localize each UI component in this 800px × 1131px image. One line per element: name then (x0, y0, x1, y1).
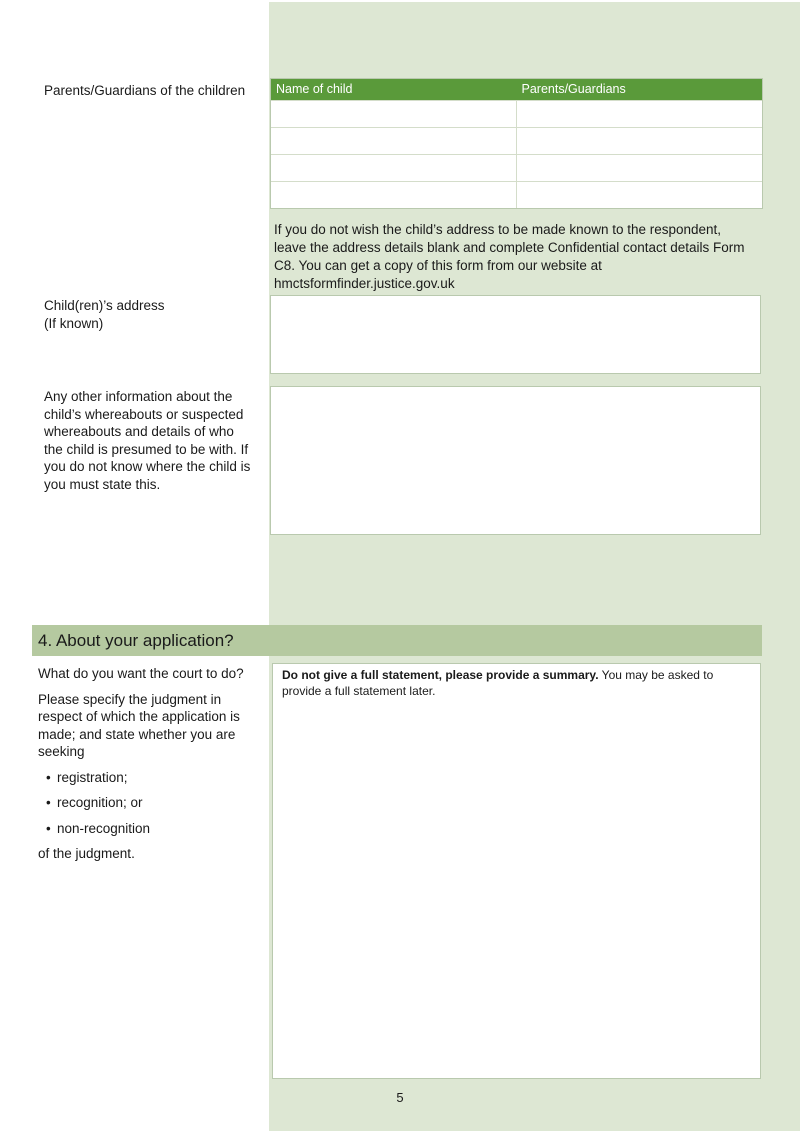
judgment-closing: of the judgment. (38, 846, 135, 861)
page-number: 5 (396, 1090, 404, 1105)
whereabouts-label: Any other information about the child’s whereabouts or suspected whereabouts and details of who the child is presumed to be with. If you do not know where the child is you must state this. (44, 389, 251, 492)
table-row (271, 181, 762, 208)
parents-guardians-cell[interactable] (517, 101, 762, 127)
bullet-icon: • (46, 769, 51, 785)
whereabouts-field[interactable] (270, 386, 761, 535)
childrens-address-label-line2: (If known) (44, 315, 104, 331)
header-name-of-child: Name of child (276, 82, 353, 96)
application-summary-field[interactable] (272, 663, 761, 1079)
parents-guardians-cell[interactable] (517, 182, 762, 208)
child-name-cell[interactable] (271, 101, 517, 127)
summary-guidance (282, 667, 752, 699)
table-row (271, 100, 762, 127)
list-item: • registration; (46, 769, 128, 785)
table-row (271, 127, 762, 154)
childrens-address-field[interactable] (270, 295, 761, 374)
parents-guardians-cell[interactable] (517, 128, 762, 154)
seeking-options-list (38, 769, 260, 838)
childrens-address-label (44, 297, 165, 332)
summary-guidance-bold: Do not give a full statement, please provide a summary. (282, 668, 599, 682)
child-name-cell[interactable] (271, 155, 517, 181)
section-4-heading: 4. About your application? (32, 625, 762, 656)
header-parents-guardians: Parents/Guardians (521, 82, 626, 96)
parents-guardians-cell[interactable] (517, 155, 762, 181)
parents-guardians-label: Parents/Guardians of the children (44, 83, 246, 98)
table-header (271, 79, 762, 100)
children-table (270, 78, 763, 209)
bullet-icon: • (46, 795, 51, 810)
section-4-instructions (38, 665, 260, 871)
child-name-cell[interactable] (271, 128, 517, 154)
table-row (271, 154, 762, 181)
child-name-cell[interactable] (271, 182, 517, 208)
court-question: What do you want the court to do? (38, 666, 244, 681)
list-item: • recognition; or (46, 795, 143, 810)
summary-guidance-rest: You may be asked to provide a full statement later. (282, 668, 714, 698)
childrens-address-label-line1: Child(ren)’s address (44, 298, 165, 313)
judgment-instruction: Please specify the judgment in respect of which the application is made; and state whether you are seeking (38, 691, 240, 759)
list-item: • non-recognition (46, 820, 151, 836)
address-confidentiality-note: If you do not wish the child’s address to be made known to the respondent, leave the address details blank and complete Confidential contact details Form C8. You can get a copy of this form from our website at hmctsformfinder.justice.gov.uk (274, 222, 745, 291)
bullet-icon: • (46, 820, 51, 836)
